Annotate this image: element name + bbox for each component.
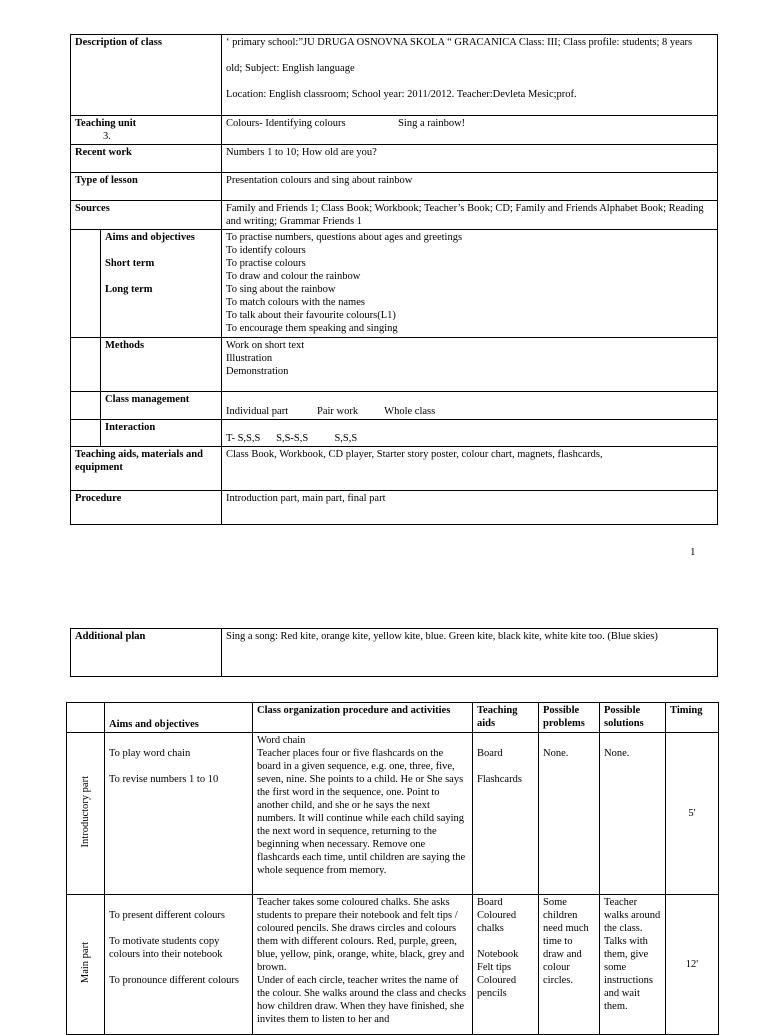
additional-plan-label: Additional plan [71,629,222,677]
additional-plan-value: Sing a song: Red kite, orange kite, yellow kite, blue. Green kite, black kite, white kite too. (Blue skies) [222,629,718,677]
description-label: Description of class [71,35,222,116]
type-of-lesson-value: Presentation colours and sing about rainbow [222,173,718,201]
recent-work-label: Recent work [71,145,222,173]
row-aids [473,733,539,895]
page-number: 1 [690,546,696,558]
indent-cell [71,392,101,420]
aims-label: Aims and objectives [105,232,195,243]
aims-item: To talk about their favourite colours(L1) [226,310,396,321]
aims-label-cell [101,230,222,338]
problems-text: None. [543,748,569,759]
aims-list [222,230,718,338]
aims-item: To sing about the rainbow [226,284,336,295]
long-term-label: Long term [105,284,153,295]
aims-item: To match colours with the names [226,297,365,308]
indent-cell [71,230,101,338]
procedure-table [66,702,719,1035]
header-aims: Aims and objectives [105,703,253,733]
row-aims [105,733,253,895]
methods-label: Methods [101,338,222,392]
aims-item: To identify colours [226,245,306,256]
row-problems: Some children need much time to draw and colour circles. [539,895,600,1035]
description-line: old; Subject: English language [226,63,355,74]
teaching-unit-value: Colours- Identifying colours Sing a rainbow! [222,116,718,145]
row-problems [539,733,600,895]
teaching-unit-number: 3. [103,131,111,142]
interaction-value: T- S,S,S S,S-S,S S,S,S [222,420,718,447]
additional-plan-table [70,628,718,677]
table-row [67,733,719,895]
aid-item: Notebook [477,949,519,960]
short-term-label: Short term [105,258,155,269]
table-row [67,895,719,1035]
type-of-lesson-label: Type of lesson [71,173,222,201]
class-management-label: Class management [101,392,222,420]
recent-work-value: Numbers 1 to 10; How old are you? [222,145,718,173]
row-solutions [600,733,666,895]
aim-item: To revise numbers 1 to 10 [109,774,219,785]
teaching-unit-label: Teaching unit [75,118,137,129]
lesson-plan-table [70,34,718,525]
class-management-value: Individual part Pair work Whole class [222,392,718,420]
header-timing: Timing [666,703,719,733]
section-label-cell [67,895,105,1035]
indent-cell [71,420,101,447]
header-section [67,703,105,733]
row-timing: 12' [666,895,719,1035]
description-line: ‘ primary school:”JU DRUGA OSNOVNA SKOLA “ GRACANICA Class: III; Class profile: students; 8 years [226,37,693,48]
interaction-label: Interaction [101,420,222,447]
aim-item: To play word chain [109,748,191,759]
section-label: Introductory part [80,775,91,848]
row-activities: Word chain Teacher places four or five flashcards on the board in a given sequence, e.g. one, three, five, seven, nine. She points to a child. He or She says the first word in the sequence, one. Point to another child, and she or he says the next numbers. It will continue while each child saying the next word in sequence, returning to the beginning when necessary. Remove one flashcards each time, until children are saying the whole sequence from memory. [253,733,473,895]
aims-item: To encourage them speaking and singing [226,323,398,334]
header-solutions: Possible solutions [600,703,666,733]
header-aids: Teaching aids [473,703,539,733]
aims-item: To practise numbers, questions about ages and greetings [226,232,463,243]
aid-item: Board [477,897,503,908]
aid-item: Felt tips [477,962,512,973]
sources-value: Family and Friends 1; Class Book; Workbook; Teacher’s Book; CD; Family and Friends Alphabet Book; Reading and writing; Grammar Friends 1 [222,201,718,230]
section-label: Main part [80,941,91,984]
header-problems: Possible problems [539,703,600,733]
row-timing: 5' [666,733,719,895]
aims-item: To draw and colour the rainbow [226,271,361,282]
aim-item: To pronounce different colours [109,975,239,986]
aid-item: Coloured pencils [477,975,517,999]
methods-item: Demonstration [226,366,289,377]
row-activities: Teacher takes some coloured chalks. She asks students to prepare their notebook and felt tips / coloured pencils. She draws circles and colours them with different colours. Red, purple, green, blue, yellow, pink, orange, white, black, grey and brown. Under of each circle, teacher writes the name of the colour. She walks around the class and checks how children draw. When they have finished, she invites them to listen to her and [253,895,473,1035]
row-aids [473,895,539,1035]
aid-item: Flashcards [477,774,522,785]
procedure-label: Procedure [71,491,222,525]
aim-item: To motivate students copy colours into their notebook [109,936,223,960]
procedure-value: Introduction part, main part, final part [222,491,718,525]
solutions-text: None. [604,748,630,759]
aims-item: To practise colours [226,258,306,269]
teaching-unit-label-cell [71,116,222,145]
methods-item: Work on short text [226,340,305,351]
teaching-aids-label: Teaching aids, materials and equipment [71,447,222,491]
sources-label: Sources [71,201,222,230]
teaching-aids-value: Class Book, Workbook, CD player, Starter story poster, colour chart, magnets, flashcards, [222,447,718,491]
aid-item: Coloured chalks [477,910,517,934]
description-value [222,35,718,116]
methods-item: Illustration [226,353,273,364]
section-label-cell [67,733,105,895]
header-activities: Class organization procedure and activities [253,703,473,733]
description-line: Location: English classroom; School year: 2011/2012. Teacher:Devleta Mesic;prof. [226,89,577,100]
methods-list [222,338,718,392]
aim-item: To present different colours [109,910,225,921]
indent-cell [71,338,101,392]
row-aims [105,895,253,1035]
row-solutions: Teacher walks around the class. Talks with them, give some instructions and wait them. [600,895,666,1035]
aid-item: Board [477,748,503,759]
